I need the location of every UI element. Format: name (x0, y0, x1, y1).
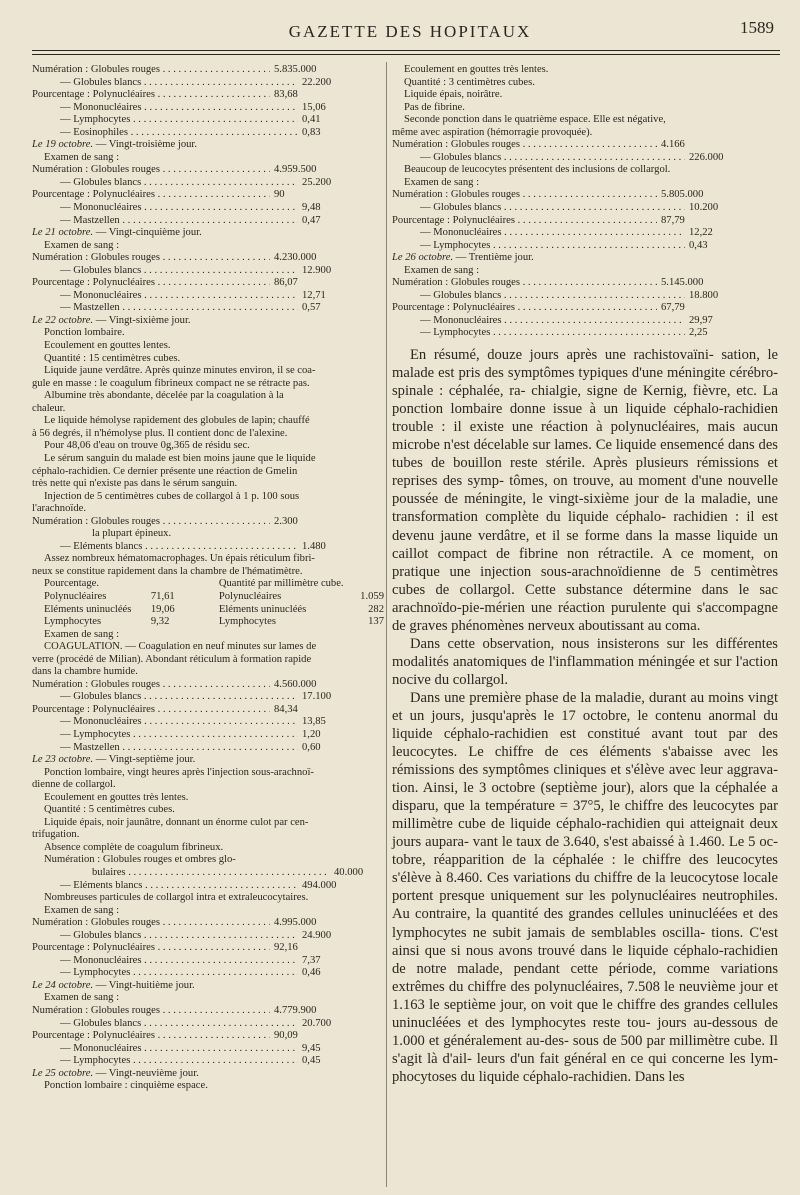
measurement-value: 4.959.500 (274, 164, 317, 176)
measurement-label: Numération : Globules rouges . . . (32, 679, 270, 692)
text-line: Liquide jaune verdâtre. Après quinze minutes environ, il se coa- (44, 365, 316, 377)
measurement-row (392, 277, 778, 290)
measurement-value: 90 (274, 189, 285, 201)
date-label: Le 23 octobre. (32, 754, 94, 766)
measurement-value: 17.100 (302, 691, 332, 703)
header-rule-thin (32, 54, 780, 55)
table-cell-label: Polynucléaires (218, 590, 282, 602)
table-cell-label: Pourcentage. (44, 578, 100, 590)
table-cell-label: Quantité par millimètre cube. (218, 578, 344, 590)
measurement-label: Pourcentage : Polynucléaires . . . (32, 1030, 270, 1043)
measurement-row (392, 302, 778, 315)
measurement-value: 87,79 (661, 214, 685, 226)
measurement-value: 90,09 (274, 1030, 298, 1042)
measurement-label: Numération : Globules rouges . . . (32, 917, 270, 930)
header-rule (32, 50, 780, 51)
text-line: Seconde ponction dans le quatrième espace. Elle est négative, (404, 114, 666, 126)
measurement-row (32, 77, 384, 90)
measurement-value: 4.166 (661, 139, 685, 151)
table-cell-label: Eléments uninucléés (44, 603, 132, 615)
running-title: GAZETTE DES HOPITAUX (288, 22, 532, 41)
text-line: Ponction lombaire. (44, 327, 125, 339)
measurement-row (32, 177, 384, 190)
measurement-label: Pourcentage : Polynucléaires . . . (392, 302, 657, 315)
measurement-value: 9,48 (302, 202, 321, 214)
measurement-row (32, 1018, 384, 1031)
measurement-row (32, 1055, 384, 1068)
date-label: Le 26 octobre. (392, 252, 454, 264)
measurement-value: 92,16 (274, 942, 298, 954)
measurement-label: — Mononucléaires . . . (32, 102, 298, 115)
date-heading (392, 252, 778, 265)
measurement-row (32, 215, 384, 228)
prose-paragraph: Dans cette observation, nous insisterons sur les différentes modalités anatomiques de l'inflammation méningée et sur l'action nocive du collargol. (392, 635, 778, 688)
measurement-value: 7,37 (302, 954, 321, 966)
text-line: Examen de sang : (44, 151, 120, 163)
measurement-label: — Mononucléaires . . . (32, 202, 298, 215)
measurement-label: — Mastzellen . . . (32, 302, 298, 315)
measurement-label: Numération : Globules rouges . . . (392, 139, 657, 152)
measurement-row (32, 942, 384, 955)
measurement-value: 2.300 (274, 515, 298, 527)
text-line: Quantité : 5 centimètres cubes. (44, 804, 175, 816)
measurement-value: 20.700 (302, 1017, 332, 1029)
measurement-value: 9,45 (302, 1042, 321, 1054)
text-line: Albumine très abondante, décelée par la coagulation à la (44, 390, 284, 402)
measurement-label: — Mononucléaires . . . (392, 227, 685, 240)
text-line: neux se constitue rapidement dans la chambre de l'hématimètre. (32, 565, 303, 577)
measurement-label: — Mononucléaires . . . (32, 290, 298, 303)
day-label: — Vingt-neuvième jour. (93, 1067, 199, 1079)
measurement-label: Numération : Globules rouges . . . (32, 252, 270, 265)
measurement-label: — Lymphocytes . . . (32, 114, 298, 127)
text-line: Ecoulement en gouttes lentes. (44, 340, 171, 352)
prose-paragraph: En résumé, douze jours après une rachistovaïni- sation, le malade est pris des symptômes typiques d'une méningite cérébro-spinale : céphalée, ra- chialgie, signe de Kernig, fièvre, etc. La ponction lombaire donne issue à un liquide céphalo-rachidien trouble : il existe une réaction à polynucléaires, mais aucun microbe n'est décelable sur lames. Ce liquide ensemencé dans des tubes de bouillon reste stérile. Après plusieurs rémissions et reprises des symp- tômes, on trouve, au moment d'une nouvelle poussée de méningite, le vingt-sixième jour de la maladie, une transformation complète du liquide céphalo- rachidien : il est devenu jaune verdâtre, et il se forme dans la masse liquide un caillot compact de fibrine non rétractile. A ce moment, on pratique une injection sous-arachnoïdienne de 5 centimètres cubes de collargol. Cette substance détermine dans le sac arachnoïdo-pie-mérien une réaction purulente qui s'accompagne de graves phénomènes nerveux aboutissant au coma. (392, 347, 778, 634)
table-cell-label: Lymphocytes (218, 616, 276, 628)
measurement-label: Numération : Globules rouges . . . (392, 189, 657, 202)
text-line: dienne de collargol. (32, 779, 116, 791)
table-cell-label: Eléments uninucléés (218, 603, 307, 615)
text-line: très nette qui n'existe pas dans le sérum sanguin. (32, 478, 238, 490)
text-line: Numération : Globules rouges et ombres glo- (44, 854, 236, 866)
text-line: Nombreuses particules de collargol intra et extraleucocytaires. (44, 892, 309, 904)
measurement-row (32, 277, 384, 290)
measurement-value: 83,68 (274, 89, 298, 101)
measurement-label: — Eosinophiles . . . (32, 127, 298, 140)
measurement-value: 0,83 (302, 126, 321, 138)
table-cell-quantity: 137 (368, 616, 384, 628)
text-line: à 56 degrés, il n'hémolyse plus. Il contient donc de l'alexine. (32, 427, 288, 439)
text-line: Le sérum sanguin du malade est bien moins jaune que le liquide (44, 452, 316, 464)
measurement-label: Numération : Globules rouges . . . (32, 64, 270, 77)
measurement-label: — Mastzellen . . . (32, 215, 298, 228)
text-line: COAGULATION. — Coagulation en neuf minutes sur lames de (44, 641, 317, 653)
left-column (32, 64, 384, 1093)
measurement-label: Numération : Globules rouges . . . (32, 164, 270, 177)
measurement-value: 10.200 (689, 202, 719, 214)
measurement-row (392, 215, 778, 228)
text-line: Pas de fibrine. (404, 101, 465, 113)
measurement-row (32, 955, 384, 968)
text-line: Ponction lombaire : cinquième espace. (44, 1080, 208, 1092)
measurement-row (32, 742, 384, 755)
text-line: Quantité : 3 centimètres cubes. (404, 76, 535, 88)
measurement-label: — Globules blancs . . . (32, 177, 298, 190)
measurement-row (32, 880, 384, 893)
measurement-label: — Globules blancs . . . (392, 290, 685, 303)
text-line: trifugation. (32, 829, 80, 841)
measurement-row (392, 290, 778, 303)
date-heading (32, 980, 384, 993)
measurement-label: Pourcentage : Polynucléaires . . . (32, 89, 270, 102)
text-line: chaleur. (32, 402, 66, 414)
measurement-value: 5.835.000 (274, 64, 317, 75)
measurement-value: 1,20 (302, 728, 321, 740)
measurement-row (32, 867, 384, 880)
measurement-row (32, 1005, 384, 1018)
text-line: Examen de sang : (44, 904, 120, 916)
text-line: verre (procédé de Milian). Abondant réticulum à formation rapide (32, 653, 312, 665)
measurement-label: — Globules blancs . . . (392, 202, 685, 215)
text-line: même avec aspiration (hémorragie provoquée). (392, 126, 593, 138)
measurement-row (32, 164, 384, 177)
measurement-label: Pourcentage : Polynucléaires . . . (32, 942, 270, 955)
measurement-value: 40.000 (334, 867, 364, 878)
measurement-row (32, 102, 384, 115)
measurement-label: — Mastzellen . . . (32, 742, 298, 755)
text-line: Ponction lombaire, vingt heures après l'injection sous-arachnoï- (44, 766, 314, 778)
table-row (32, 591, 384, 604)
summary-prose (392, 346, 778, 1086)
measurement-label: — Globules blancs . . . (32, 691, 298, 704)
measurement-row (32, 541, 384, 554)
text-line: Absence complète de coagulum fibrineux. (44, 841, 224, 853)
measurement-label: — Globules blancs . . . (32, 1018, 298, 1031)
text-line: Liquide épais, noir jaunâtre, donnant un énorme culot par cen- (44, 816, 309, 828)
text-line: Injection de 5 centimètres cubes de collargol à 1 p. 100 sous (44, 490, 300, 502)
measurement-value: 22.200 (302, 76, 332, 88)
text-line: dans la chambre humide. (32, 666, 138, 678)
measurement-label: — Mononucléaires . . . (32, 1043, 298, 1056)
text-line: Beaucoup de leucocytes présentent des inclusions de collargol. (404, 164, 671, 176)
measurement-row (32, 917, 384, 930)
day-label: — Vingt-huitième jour. (93, 979, 195, 991)
text-line: Examen de sang : (44, 239, 120, 251)
measurement-row (32, 967, 384, 980)
page-header (40, 18, 780, 46)
measurement-row (32, 114, 384, 127)
date-label: Le 22 octobre. (32, 314, 94, 326)
measurement-row (392, 189, 778, 202)
measurement-value: 24.900 (302, 929, 332, 941)
table-row (32, 616, 384, 629)
table-cell-percent: 71,61 (150, 590, 175, 602)
measurement-value: 0,41 (302, 114, 321, 126)
right-column (392, 64, 778, 1086)
table-cell-quantity: 1.059 (360, 590, 384, 602)
measurement-row (392, 139, 778, 152)
text-line: gule en masse : le coagulum fibrineux compact ne se rétracte pas. (32, 377, 310, 389)
text-line: Pour 48,06 d'eau on trouve 0g,365 de résidu sec. (44, 440, 250, 452)
measurement-value: 4.995.000 (274, 917, 317, 929)
measurement-value: 86,07 (274, 277, 298, 289)
measurement-label: — Mononucléaires . . . (392, 315, 685, 328)
measurement-value: 84,34 (274, 703, 298, 715)
measurement-row (32, 1030, 384, 1043)
measurement-label: — Globules blancs . . . (392, 152, 685, 165)
measurement-value: 226.000 (689, 151, 724, 163)
text-line: Examen de sang : (404, 176, 480, 188)
measurement-row (32, 1043, 384, 1056)
measurement-row (32, 290, 384, 303)
measurement-value: 12.900 (302, 264, 332, 276)
measurement-value: 15,06 (302, 101, 326, 113)
text-line: Examen de sang : (404, 264, 480, 276)
date-label: Le 19 octobre. (32, 139, 94, 151)
day-label: — Vingt-troisième jour. (93, 139, 198, 151)
measurement-row (392, 240, 778, 253)
right-column-records (392, 64, 778, 340)
table-row (32, 578, 384, 591)
measurement-row (392, 227, 778, 240)
measurement-row (392, 327, 778, 340)
measurement-value: 0,46 (302, 967, 321, 979)
measurement-row (32, 516, 384, 529)
page-number: 1589 (740, 18, 774, 37)
measurement-label: — Lymphocytes . . . (32, 729, 298, 742)
date-heading (32, 754, 384, 767)
measurement-label: — Lymphocytes . . . (392, 240, 685, 253)
measurement-label: Pourcentage : Polynucléaires . . . (392, 215, 657, 228)
measurement-row (32, 64, 384, 77)
measurement-row (392, 315, 778, 328)
text-line: Assez nombreux hématomacrophages. Un épais réticulum fibri- (44, 553, 315, 565)
measurement-row (32, 691, 384, 704)
text-line: Le liquide hémolyse rapidement des globules de lapin; chauffé (44, 415, 310, 427)
text-line: Examen de sang : (44, 992, 120, 1004)
measurement-value: 0,47 (302, 214, 321, 226)
measurement-label: — Eléments blancs . . . (32, 880, 298, 893)
measurement-value: 1.480 (302, 540, 326, 552)
table-cell-percent (151, 578, 219, 591)
table-cell-label: Polynucléaires (44, 590, 107, 602)
measurement-value: 5.805.000 (661, 189, 704, 201)
date-label: Le 21 octobre. (32, 227, 94, 239)
measurement-label: Numération : Globules rouges . . . (392, 277, 657, 290)
measurement-label: Numération : Globules rouges . . . (32, 516, 270, 529)
text-line: la plupart épineux. (92, 528, 172, 540)
day-label: — Vingt-cinquième jour. (93, 227, 202, 239)
measurement-row (32, 89, 384, 102)
measurement-value: 12,22 (689, 227, 713, 239)
measurement-value: 494.000 (302, 879, 337, 891)
measurement-value: 4.560.000 (274, 678, 317, 690)
text-line: Ecoulement en gouttes très lentes. (404, 64, 549, 75)
table-cell-quantity: 282 (368, 603, 384, 615)
table-row (32, 604, 384, 617)
measurement-label: — Globules blancs . . . (32, 77, 298, 90)
date-heading (32, 227, 384, 240)
measurement-value: 5.145.000 (661, 277, 704, 289)
measurement-label: — Globules blancs . . . (32, 265, 298, 278)
measurement-value: 2,25 (689, 327, 708, 339)
measurement-row (32, 679, 384, 692)
measurement-value: 67,79 (661, 302, 685, 314)
measurement-label: — Lymphocytes . . . (392, 327, 685, 340)
measurement-value: 0,43 (689, 239, 708, 251)
day-label: — Vingt-sixième jour. (93, 314, 191, 326)
measurement-row (32, 704, 384, 717)
measurement-label: Pourcentage : Polynucléaires . . . (32, 704, 270, 717)
table-cell-percent: 19,06 (150, 603, 175, 615)
date-heading (32, 139, 384, 152)
measurement-label: bulaires . . . (32, 867, 330, 880)
measurement-label: — Mononucléaires . . . (32, 955, 298, 968)
measurement-value: 12,71 (302, 289, 326, 301)
text-line: Ecoulement en gouttes très lentes. (44, 791, 189, 803)
measurement-value: 25.200 (302, 176, 332, 188)
measurement-label: Pourcentage : Polynucléaires . . . (32, 277, 270, 290)
measurement-label: Pourcentage : Polynucléaires . . . (32, 189, 270, 202)
measurement-label: — Globules blancs . . . (32, 930, 298, 943)
measurement-value: 29,97 (689, 314, 713, 326)
text-line: céphalo-rachidien. Ce dernier présente une réaction de Gmelin (32, 465, 298, 477)
measurement-value: 4.779.900 (274, 1005, 317, 1017)
measurement-label: — Lymphocytes . . . (32, 967, 298, 980)
measurement-value: 0,45 (302, 1055, 321, 1067)
measurement-value: 4.230.000 (274, 252, 317, 264)
measurement-value: 0,60 (302, 741, 321, 753)
measurement-row (32, 302, 384, 315)
date-label: Le 25 octobre. (32, 1067, 94, 1079)
measurement-row (32, 127, 384, 140)
measurement-row (32, 716, 384, 729)
table-cell-quantity (355, 578, 384, 591)
measurement-label: — Lymphocytes . . . (32, 1055, 298, 1068)
measurement-value: 0,57 (302, 302, 321, 314)
measurement-value: 13,85 (302, 716, 326, 728)
measurement-label: Numération : Globules rouges . . . (32, 1005, 270, 1018)
table-cell-label: Lymphocytes (44, 616, 102, 628)
measurement-row (32, 265, 384, 278)
measurement-label: — Mononucléaires . . . (32, 716, 298, 729)
text-line: l'arachnoïde. (32, 503, 86, 515)
prose-paragraph: Dans une première phase de la maladie, durant au moins vingt et un jours, jusqu'après le 17 octobre, le contenu anormal du liquide céphalo-rachidien est constitué avant tout par des leucocytes. Le chiffre de ces éléments s'abaisse avec les rémissions des symptômes cliniques et s'élève avec leur aggrava- tion. Ainsi, le 3 octobre (septième jour), alors que la céphalée a disparu, que la température = 37°5, le chiffre des leucocytes par millimètre cube de liquide céphalo-rachidien qui atteignait deux jours aupara- vant le taux de 3.640, s'est abaissé à 1.460. Le 5 oc- tobre, réapparition de la céphalée : le chiffre des leucocytes s'élève à 8.460. Ces variations du chiffre de la leucocytose locale portent presque uniquement sur les polynucléaires neutrophiles. Au contraire, la quantité des grandes cellules uninucléées et des lymphocytes ne subit jamais de semblables oscilla- tions. C'est ainsi que si nous avons trouvé dans le liquide céphalo-rachidien de notre malade, pendant cette période, comme variations extrêmes du chiffre des polynucléaires, 7.508 le neuvième jour et 1.163 le septième jour, on voit que le chiffre des grandes cellules uninucléées et des lymphocytes reste tou- jours au-dessous de 1.000 et généralement au-des- sous de 500 par millimètre cube. Il s'agit là d'ail- leurs d'un fait général en ce qui concerne les lym- phocytoses du liquide céphalo-rachidien. Dans les (392, 689, 778, 1085)
column-divider (386, 62, 387, 1187)
measurement-row (32, 189, 384, 202)
text-line: Examen de sang : (44, 628, 120, 640)
day-label: — Trentième jour. (453, 252, 534, 264)
measurement-row (392, 202, 778, 215)
day-label: — Vingt-septième jour. (93, 754, 196, 766)
date-heading (32, 315, 384, 328)
text-line: Liquide épais, noirâtre. (404, 89, 503, 101)
measurement-value: 18.800 (689, 289, 719, 301)
table-cell-percent: 9,32 (150, 616, 170, 628)
measurement-row (32, 729, 384, 742)
measurement-row (392, 152, 778, 165)
measurement-row (32, 930, 384, 943)
date-label: Le 24 octobre. (32, 979, 94, 991)
measurement-row (32, 202, 384, 215)
measurement-label: — Eléments blancs . . . (32, 541, 298, 554)
date-heading (32, 1068, 384, 1081)
text-line: Quantité : 15 centimètres cubes. (44, 352, 181, 364)
measurement-row (32, 252, 384, 265)
